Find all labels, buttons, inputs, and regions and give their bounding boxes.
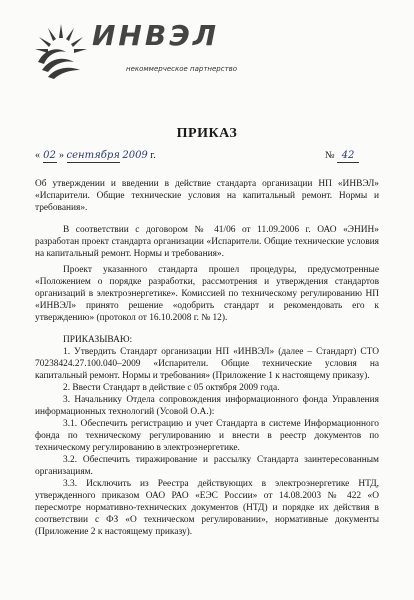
paragraph: В соответствии с договором № 41/06 от 11.09.2006 г. ОАО «ЭНИН» разработан проект стандарта организации «Испарители. Общие технические условия на капитальный ремонт. Нормы и требования». [35, 225, 379, 259]
subject-line: Об утверждении и введении в действие стандарта организации НП «ИНВЭЛ» «Испарители. Общие технические условия на капитальный ремонт. Нормы и требования». [35, 179, 379, 213]
order-item: 3. Начальнику Отдела сопровождения информационного фонда Управления информационных технологий (Усовой О.А.): [35, 395, 379, 417]
order-item: 3.1. Обеспечить регистрацию и учет Стандарта в системе Информационного фонда по техническому регулированию и внести в реестр документов по техническому регулированию в электроэнергетике. [35, 419, 379, 453]
date-close-quote: » [59, 150, 64, 161]
order-item: 1. Утвердить Стандарт организации НП «ИНВЭЛ» (далее – Стандарт) СТО 70238424.27.100.040–2009 «Испарители. Общие технические условия на капитальный ремонт. Нормы и требования» (Приложение 1 к настоящему приказу). [35, 347, 379, 381]
sun-logo-icon [30, 20, 92, 82]
date-year: 2009 [122, 150, 148, 161]
number-sign: № [325, 150, 335, 161]
number-value: 42 [337, 150, 359, 163]
document-title: ПРИКАЗ [176, 126, 238, 141]
document-body [35, 178, 379, 538]
order-item: 2. Ввести Стандарт в действие с 05 октября 2009 года. [63, 383, 280, 393]
document-date [35, 150, 156, 163]
date-open-quote: « [35, 150, 40, 161]
order-item: 3.2. Обеспечить тиражирование и рассылку Стандарта заинтересованным организациям. [35, 455, 379, 477]
paragraph: Проект указанного стандарта прошел процедуры, предусмотренные «Положением о порядке разработки, рассмотрения и утверждения стандартов организаций в электроэнергетике». Комиссией по техническому регулированию НП «ИНВЭЛ» принято решение «одобрить стандарт и рекомендовать его к утверждению» (протокол от 16.10.2008 г. № 12). [35, 265, 379, 323]
invel-logo [30, 20, 290, 80]
logo-subtitle: некоммерческое партнерство [126, 65, 238, 73]
order-heading: ПРИКАЗЫВАЮ: [63, 335, 133, 345]
logo-name: ИНВЭЛ [92, 19, 220, 52]
date-year-suffix: г. [150, 150, 156, 161]
date-day: 02 [43, 150, 56, 161]
order-item: 3.3. Исключить из Реестра действующих в электроэнергетике НТД, утвержденного приказом ОАО РАО «ЕЭС России» от 14.08.2003 № 422 «О пересмотре нормативно-технических документов (НТД) и порядке их действия в соответствии с ФЗ «О техническом регулировании», нормативные документы (Приложение 2 к настоящему приказу). [35, 479, 379, 537]
document-number [325, 150, 359, 163]
date-month: сентября [66, 150, 120, 161]
